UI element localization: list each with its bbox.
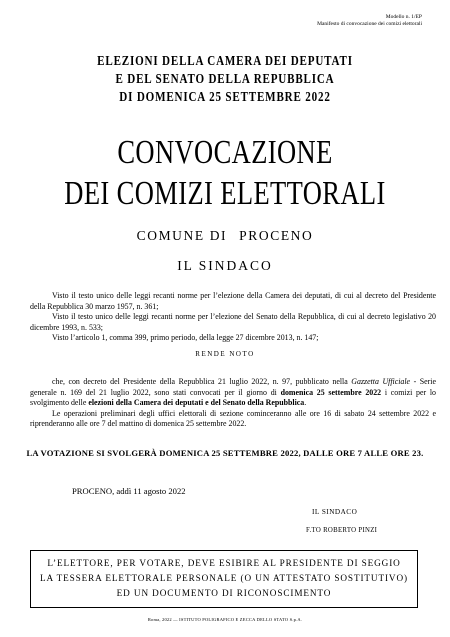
announcement-paragraph-1	[30, 377, 436, 409]
votazione-line: LA VOTAZIONE SI SVOLGERÀ DOMENICA 25 SETTEMBRE 2022, DALLE ORE 7 ALLE ORE 23.	[26, 448, 424, 458]
announcement-end: .	[304, 398, 307, 407]
headline	[50, 132, 401, 214]
preamble	[30, 291, 436, 344]
announcement-paragraph-2: Le operazioni preliminari degli uffici elettorali di sezione cominceranno alle ore 16 di sabato 24 settembre 2022 e riprenderanno alle ore 7 del mattino di domenica 25 settembre 2022.	[30, 408, 436, 428]
notice-line-1: L’ELETTORE, PER VOTARE, DEVE ESIBIRE AL PRESIDENTE DI SEGGIO	[47, 558, 401, 568]
signature-name: F.TO ROBERTO PINZI	[306, 527, 378, 534]
place-date: PROCENO, addì 11 agosto 2022	[72, 486, 186, 496]
announcement-elections: elezioni della Camera dei deputati e del Senato della Repubblica	[88, 398, 305, 407]
headline-line-1: CONVOCAZIONE	[117, 134, 333, 171]
announcement	[30, 377, 436, 430]
election-line-1: ELEZIONI DELLA CAMERA DEI DEPUTATI	[97, 53, 353, 68]
election-line-2: E DEL SENATO DELLA REPUBBLICA	[115, 71, 335, 86]
comune-label: COMUNE DI	[136, 228, 228, 243]
gazzetta-ufficiale: Gazzetta Ufficiale	[351, 377, 411, 386]
preamble-paragraph-1: Visto il testo unico delle leggi recanti norme per l’elezione della Camera dei deputati, di cui al decreto del Presidente della Repubblica 30 marzo 1957, n. 361;	[30, 291, 436, 311]
notice-line-3: ED UN DOCUMENTO DI RICONOSCIMENTO	[116, 588, 332, 598]
announcement-text-b: - Serie generale n. 169 del 21 luglio 2022, sono stati convocati per il giorno di	[30, 377, 436, 397]
signature-title: IL SINDACO	[312, 508, 358, 516]
voter-notice-box	[30, 550, 418, 608]
announcement-text-a: che, con decreto del Presidente della Repubblica 21 luglio 2022, n. 97, pubblicato nella	[52, 377, 348, 386]
preamble-paragraph-2: Visto il testo unico delle leggi recanti norme per l’elezione del Senato della Repubblica, di cui al decreto legislativo 20 dicembre 1993, n. 533;	[30, 312, 436, 332]
election-heading	[41, 52, 410, 106]
notice-line-2: LA TESSERA ELETTORALE PERSONALE (O UN ATTESTATO SOSTITUTIVO)	[40, 573, 408, 583]
election-line-3: DI DOMENICA 25 SETTEMBRE 2022	[119, 89, 331, 104]
headline-line-2: DEI COMIZI ELETTORALI	[64, 175, 386, 212]
model-reference	[317, 14, 422, 28]
model-code: Modello n. 1/EP	[385, 14, 422, 20]
preamble-paragraph-3: Visto l’articolo 1, comma 399, primo periodo, della legge 27 dicembre 2013, n. 147;	[52, 333, 319, 342]
comune-name: PROCENO	[239, 228, 314, 243]
model-description: Manifesto di convocazione dei comizi elettorali	[317, 21, 422, 27]
announcement-date: domenica 25 settembre 2022	[280, 387, 382, 397]
announcement-text-c: i comizi per lo svolgimento delle	[30, 387, 436, 407]
sindaco-heading: IL SINDACO	[177, 258, 273, 273]
comune-heading	[0, 228, 450, 244]
printer-footer: Roma, 2022 — ISTITUTO POLIGRAFICO E ZECCA DELLO STATO S.p.A.	[147, 617, 303, 622]
rende-noto: RENDE NOTO	[195, 350, 255, 358]
